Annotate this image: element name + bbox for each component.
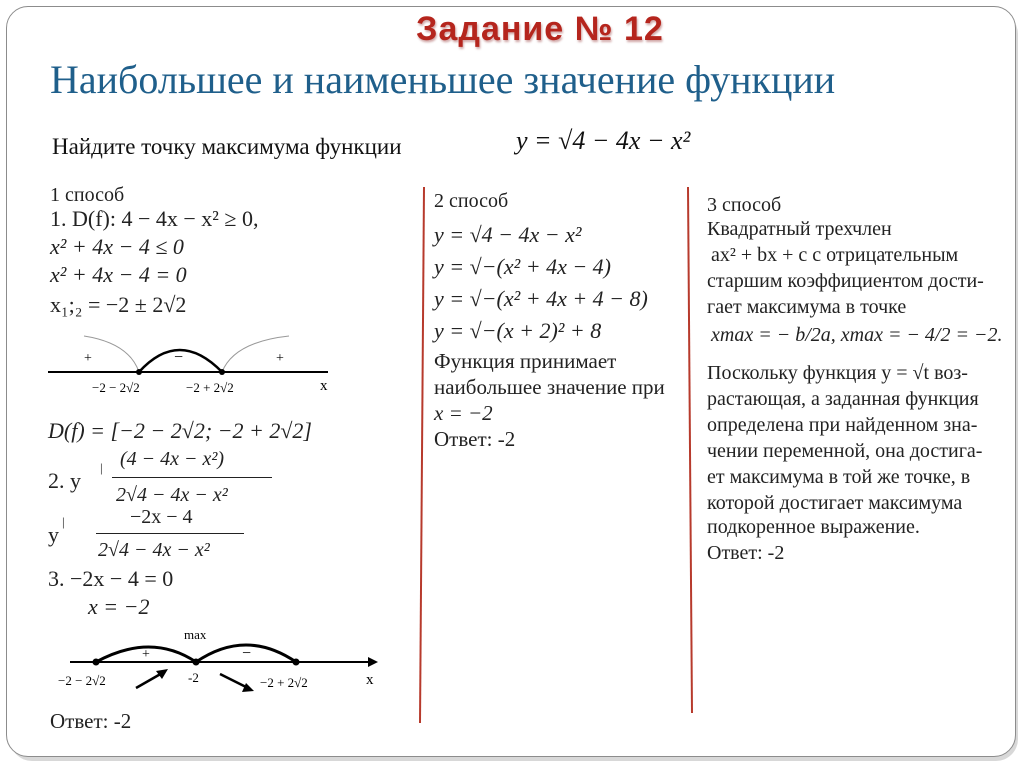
method3-answer: Ответ: -2 (707, 542, 785, 564)
method3-formula: xmax = − b/2a, xmax = − 4/2 = −2. (711, 324, 1003, 346)
method3-line: чении переменной, она достига- (707, 440, 983, 462)
method3-line: Поскольку функция y = √t воз- (707, 362, 968, 384)
tick-label-right: −2 + 2√2 (260, 675, 308, 690)
tick-label-left: −2 − 2√2 (92, 380, 140, 395)
fraction-bar (96, 533, 244, 534)
arc-left (84, 336, 139, 372)
slide-title: Наибольшее и наименьшее значение функции (50, 57, 836, 102)
tick-label-mid: -2 (188, 670, 199, 685)
derivative1-denominator: 2√4 − 4x − x² (116, 484, 228, 506)
method1-label: 1 способ (50, 184, 125, 206)
method3-line: гает максимума в точке (707, 296, 907, 318)
method2-text: x = −2 (434, 401, 493, 425)
method2-line: y = √−(x² + 4x + 4 − 8) (434, 286, 648, 311)
sign-chart-derivative (56, 622, 386, 697)
domain-formula: D(f) = [−2 − 2√2; −2 + 2√2] (48, 418, 312, 443)
point-left (136, 369, 142, 375)
method3-label: 3 способ (707, 194, 782, 216)
derivative2-denominator: 2√4 − 4x − x² (98, 539, 210, 561)
method3-line: старшим коэффициентом дости- (707, 270, 984, 292)
method3-line: которой достигает максимума (707, 492, 963, 514)
method1-line: x² + 4x − 4 = 0 (50, 262, 187, 287)
prime-mark: | (62, 514, 65, 529)
method2-line: y = √−(x + 2)² + 8 (434, 318, 602, 343)
fraction-bar (112, 477, 272, 478)
method2-text: Функция принимает (434, 349, 617, 373)
sign-chart-domain (44, 328, 344, 398)
sign-plus-left: + (84, 351, 92, 366)
sign-minus: − (174, 349, 184, 366)
sign-plus-right: + (276, 351, 284, 366)
method1-line: x₁;₂ = −2 ± 2√2 (50, 292, 187, 317)
point-right (293, 659, 300, 666)
method3-line: ет максимума в той же точке, в (707, 466, 971, 488)
method2-answer: Ответ: -2 (434, 427, 516, 451)
max-label: max (184, 627, 207, 642)
divider-right (680, 185, 700, 715)
arrow-up-head (156, 669, 168, 679)
method2-label: 2 способ (434, 190, 509, 212)
axis-label: x (320, 378, 328, 394)
point-right (219, 369, 225, 375)
method1-line: x² + 4x − 4 ≤ 0 (50, 234, 184, 259)
method2-line: y = √−(x² + 4x − 4) (434, 254, 611, 279)
method1-answer: Ответ: -2 (50, 709, 132, 733)
method1-line: 1. D(f): 4 − 4x − x² ≥ 0, (50, 206, 259, 231)
step3-result: x = −2 (88, 594, 150, 619)
task-formula: y = √4 − 4x − x² (516, 126, 691, 155)
method3-line: подкоренное выражение. (707, 516, 920, 538)
point-left (93, 659, 100, 666)
method3-line: растающая, а заданная функция (707, 388, 979, 410)
derivative1-label: 2. y (48, 468, 81, 493)
method2-text: наибольшее значение при (434, 375, 665, 399)
arrow-down-head (242, 683, 254, 692)
axis-label: x (366, 672, 374, 688)
arrow-down-icon (220, 674, 248, 688)
task-heading: Задание № 12 (416, 10, 664, 48)
sign-minus: − (242, 645, 252, 662)
method3-line: определена при найденном зна- (707, 414, 978, 436)
tick-label-right: −2 + 2√2 (186, 380, 234, 395)
tick-label-left: −2 − 2√2 (58, 673, 106, 688)
method2-line: y = √4 − 4x − x² (434, 222, 582, 247)
derivative2-label: y (48, 522, 59, 547)
method3-line: ax² + bx + c с отрицательным (711, 244, 959, 266)
task-text: Найдите точку максимума функции (52, 134, 402, 159)
method3-line: Квадратный трехчлен (707, 218, 892, 240)
prime-mark: | (100, 460, 103, 475)
derivative2-numerator: −2x − 4 (130, 506, 193, 528)
axis-arrow (368, 657, 378, 667)
divider-left (410, 185, 430, 725)
step3-equation: 3. −2x − 4 = 0 (48, 566, 174, 591)
derivative1-numerator: (4 − 4x − x²) (120, 448, 225, 470)
sign-plus: + (142, 647, 150, 662)
point-max (193, 659, 200, 666)
